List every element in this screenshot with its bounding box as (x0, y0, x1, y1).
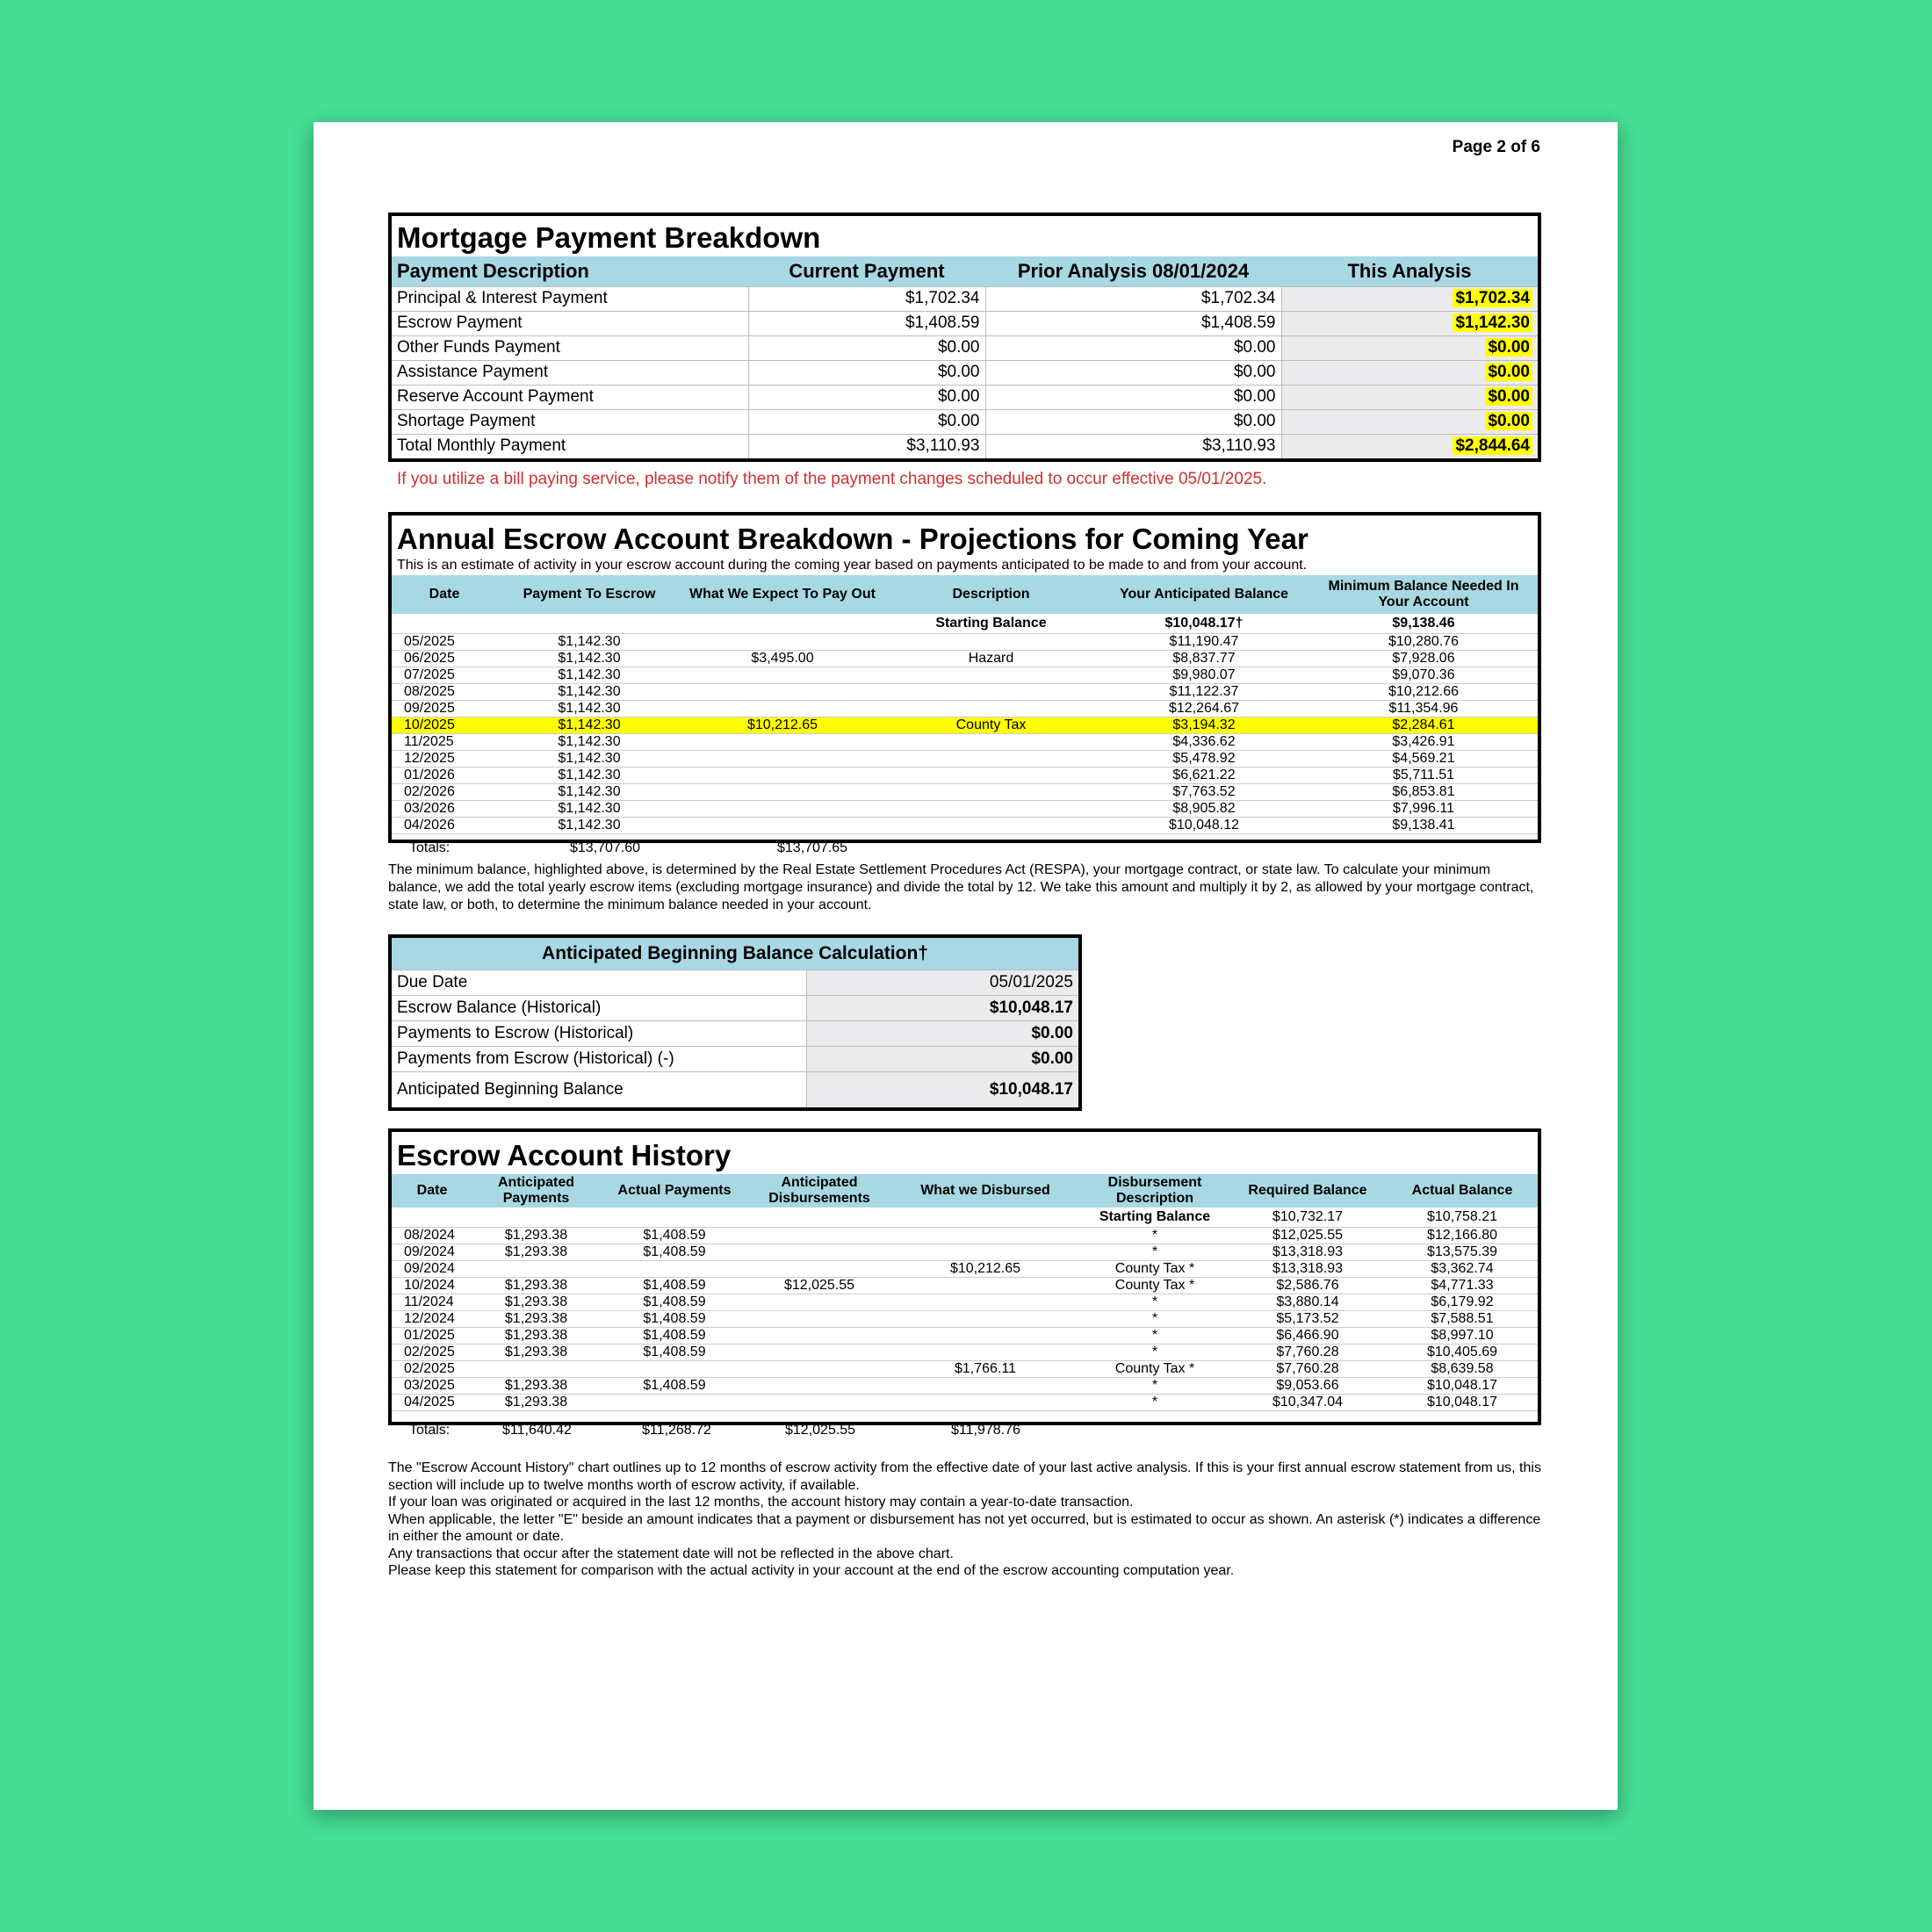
projection-date: 09/2025 (392, 700, 497, 717)
annual-title: Annual Escrow Account Breakdown - Projections for Coming Year (397, 523, 1308, 555)
anticipated-value: $10,048.17 (806, 996, 1078, 1021)
minimum-balance: $4,569.21 (1309, 750, 1538, 767)
history-row (392, 1277, 1538, 1294)
history-header: What we Disbursed (920, 1183, 1050, 1199)
payment-description: Reserve Account Payment (392, 385, 748, 409)
history-header: Required Balance (1248, 1183, 1367, 1199)
disbursement-description: * (1081, 1294, 1229, 1310)
annual-header: Payment To Escrow (523, 587, 656, 602)
minimum-balance: $10,212.66 (1309, 683, 1538, 700)
payment-description: Escrow Payment (392, 311, 748, 335)
projection-date: 02/2026 (392, 783, 497, 800)
current-payment: $1,408.59 (748, 311, 985, 335)
projection-row (392, 750, 1538, 767)
anticipated-row (392, 970, 1078, 996)
projection-description (883, 783, 1099, 800)
projection-date: 07/2025 (392, 667, 497, 683)
history-row (392, 1260, 1538, 1277)
required-balance: $2,586.76 (1229, 1277, 1387, 1294)
disbursement-description: * (1081, 1227, 1229, 1244)
history-totals-actual: $11,268.72 (642, 1423, 711, 1438)
what-disbursed (890, 1294, 1081, 1310)
actual-balance: $13,575.39 (1387, 1244, 1538, 1260)
anticipated-value: $0.00 (806, 1021, 1078, 1047)
this-analysis-cell (1281, 286, 1538, 311)
projection-description (883, 800, 1099, 817)
required-balance: $13,318.93 (1229, 1244, 1387, 1260)
actual-payment: $1,408.59 (600, 1294, 749, 1310)
anticipated-disbursement (749, 1227, 890, 1244)
what-disbursed: $1,766.11 (890, 1360, 1081, 1377)
anticipated-balance: $8,837.77 (1099, 650, 1309, 667)
totals-payment: $13,707.60 (570, 840, 641, 855)
expected-payout: $3,495.00 (681, 650, 883, 667)
history-totals-disbursed: $11,978.76 (951, 1423, 1020, 1438)
annual-subtitle: This is an estimate of activity in your escrow account during the coming year based on payments anticipated to be made to and from your account. (397, 557, 1308, 573)
history-date: 09/2024 (392, 1244, 472, 1260)
projection-date: 06/2025 (392, 650, 497, 667)
anticipated-payment: $1,293.38 (472, 1294, 600, 1310)
actual-payment (600, 1360, 749, 1377)
starting-balance-row (392, 614, 1538, 634)
prior-analysis: $3,110.93 (985, 434, 1281, 458)
anticipated-label: Escrow Balance (Historical) (392, 996, 806, 1021)
anticipated-disbursement (749, 1394, 890, 1410)
payment-to-escrow: $1,142.30 (497, 633, 681, 650)
anticipated-balance: $10,048.12 (1099, 817, 1309, 833)
mortgage-header: Prior Analysis 08/01/2024 (1017, 259, 1250, 282)
minimum-balance: $7,996.11 (1309, 800, 1538, 817)
what-disbursed (890, 1327, 1081, 1344)
disbursement-description: * (1081, 1394, 1229, 1410)
statement-page (314, 122, 1618, 1810)
this-analysis-value: $0.00 (1485, 338, 1532, 357)
what-disbursed (890, 1244, 1081, 1260)
projection-description (883, 750, 1099, 767)
anticipated-balance: $11,122.37 (1099, 683, 1309, 700)
anticipated-balance-calc (388, 934, 1082, 1111)
anticipated-payment (472, 1260, 600, 1277)
anticipated-disbursement (749, 1377, 890, 1394)
starting-balance-value: $10,048.17† (1099, 614, 1309, 634)
projection-row (392, 633, 1538, 650)
anticipated-payment: $1,293.38 (472, 1377, 600, 1394)
required-balance: $7,760.28 (1229, 1360, 1387, 1377)
history-date: 10/2024 (392, 1277, 472, 1294)
this-analysis-value: $0.00 (1485, 363, 1532, 381)
history-header: Actual Balance (1411, 1183, 1513, 1199)
this-analysis-cell (1281, 311, 1538, 335)
history-row (392, 1310, 1538, 1327)
current-payment: $0.00 (748, 360, 985, 385)
anticipated-disbursement (749, 1327, 890, 1344)
actual-payment: $1,408.59 (600, 1227, 749, 1244)
anticipated-disbursement (749, 1244, 890, 1260)
projection-date: 05/2025 (392, 633, 497, 650)
history-date: 01/2025 (392, 1327, 472, 1344)
anticipated-disbursement (749, 1260, 890, 1277)
mortgage-row (392, 385, 1538, 409)
projection-date: 12/2025 (392, 750, 497, 767)
projection-description: County Tax (883, 717, 1099, 733)
payment-to-escrow: $1,142.30 (497, 817, 681, 833)
anticipated-disbursement (749, 1344, 890, 1360)
expected-payout (681, 817, 883, 833)
anticipated-balance: $6,621.22 (1099, 767, 1309, 783)
page-number: Page 2 of 6 (1452, 138, 1540, 156)
minimum-balance: $7,928.06 (1309, 650, 1538, 667)
annual-table (392, 575, 1538, 834)
payment-description: Shortage Payment (392, 409, 748, 434)
totals-label: Totals: (409, 840, 451, 855)
required-balance: $9,053.66 (1229, 1377, 1387, 1394)
payment-description: Other Funds Payment (392, 335, 748, 360)
payment-to-escrow: $1,142.30 (497, 750, 681, 767)
anticipated-table (392, 938, 1078, 1107)
payment-to-escrow: $1,142.30 (497, 783, 681, 800)
current-payment: $0.00 (748, 385, 985, 409)
history-date: 03/2025 (392, 1377, 472, 1394)
actual-payment (600, 1260, 749, 1277)
minimum-balance: $9,138.41 (1309, 817, 1538, 833)
expected-payout (681, 683, 883, 700)
payment-to-escrow: $1,142.30 (497, 800, 681, 817)
anticipated-disbursement (749, 1310, 890, 1327)
actual-balance: $6,179.92 (1387, 1294, 1538, 1310)
this-analysis-cell (1281, 434, 1538, 458)
minimum-balance: $3,426.91 (1309, 733, 1538, 750)
projection-row (392, 717, 1538, 733)
actual-payment: $1,408.59 (600, 1310, 749, 1327)
history-date: 12/2024 (392, 1310, 472, 1327)
anticipated-label: Payments to Escrow (Historical) (392, 1021, 806, 1047)
anticipated-balance: $8,905.82 (1099, 800, 1309, 817)
actual-balance: $8,997.10 (1387, 1327, 1538, 1344)
this-analysis-value: $2,844.64 (1453, 436, 1532, 455)
anticipated-row (392, 1021, 1078, 1047)
prior-analysis: $0.00 (985, 360, 1281, 385)
actual-balance: $10,405.69 (1387, 1344, 1538, 1360)
payment-description: Principal & Interest Payment (392, 286, 748, 311)
expected-payout (681, 800, 883, 817)
payment-to-escrow: $1,142.30 (497, 700, 681, 717)
history-row (392, 1227, 1538, 1244)
anticipated-row (392, 1047, 1078, 1072)
actual-balance: $7,588.51 (1387, 1310, 1538, 1327)
payment-description: Total Monthly Payment (392, 434, 748, 458)
current-payment: $0.00 (748, 409, 985, 434)
what-disbursed: $10,212.65 (890, 1260, 1081, 1277)
disbursement-description: County Tax * (1081, 1277, 1229, 1294)
required-balance: $5,173.52 (1229, 1310, 1387, 1327)
disbursement-description: County Tax * (1081, 1360, 1229, 1377)
anticipated-balance: $9,980.07 (1099, 667, 1309, 683)
projection-row (392, 783, 1538, 800)
annual-header: Date (429, 587, 460, 602)
payment-to-escrow: $1,142.30 (497, 767, 681, 783)
projection-date: 10/2025 (392, 717, 497, 733)
mortgage-row (392, 434, 1538, 458)
what-disbursed (890, 1277, 1081, 1294)
anticipated-label: Payments from Escrow (Historical) (-) (392, 1047, 806, 1072)
anticipated-value: 05/01/2025 (806, 970, 1078, 996)
disbursement-description: * (1081, 1327, 1229, 1344)
anticipated-payment: $1,293.38 (472, 1310, 600, 1327)
history-header: Disbursement Description (1107, 1175, 1202, 1206)
projection-description (883, 733, 1099, 750)
anticipated-payment: $1,293.38 (472, 1244, 600, 1260)
anticipated-disbursement (749, 1360, 890, 1377)
actual-balance: $8,639.58 (1387, 1360, 1538, 1377)
this-analysis-value: $1,702.34 (1453, 289, 1532, 307)
history-note-line: Please keep this statement for comparison with the actual activity in your account at the end of the escrow accounting computation year. (388, 1563, 1235, 1578)
actual-payment: $1,408.59 (600, 1344, 749, 1360)
starting-balance-label: Starting Balance (883, 614, 1099, 634)
anticipated-payment: $1,293.38 (472, 1394, 600, 1410)
projection-row (392, 667, 1538, 683)
expected-payout: $10,212.65 (681, 717, 883, 733)
required-balance: $6,466.90 (1229, 1327, 1387, 1344)
projection-date: 11/2025 (392, 733, 497, 750)
projection-description (883, 667, 1099, 683)
required-balance: $10,347.04 (1229, 1394, 1387, 1410)
projection-row (392, 767, 1538, 783)
this-analysis-cell (1281, 335, 1538, 360)
minimum-balance: $9,070.36 (1309, 667, 1538, 683)
history-header: Anticipated Disbursements (768, 1175, 870, 1206)
annual-escrow-breakdown (388, 512, 1541, 843)
totals-payout: $13,707.65 (777, 840, 848, 855)
required-balance: $3,880.14 (1229, 1294, 1387, 1310)
anticipated-value: $0.00 (806, 1047, 1078, 1072)
minimum-balance: $11,354.96 (1309, 700, 1538, 717)
annual-header: Minimum Balance Needed In Your Account (1328, 579, 1519, 609)
history-notes (388, 1460, 1541, 1580)
projection-row (392, 817, 1538, 833)
prior-analysis: $0.00 (985, 385, 1281, 409)
expected-payout (681, 767, 883, 783)
payment-to-escrow: $1,142.30 (497, 667, 681, 683)
mortgage-payment-breakdown (388, 213, 1541, 462)
history-totals-anticipated-disb: $12,025.55 (785, 1423, 856, 1438)
history-note-line: If your loan was originated or acquired in the last 12 months, the account history may contain a year-to-date transaction. (388, 1495, 1134, 1510)
mortgage-row (392, 409, 1538, 434)
anticipated-label: Anticipated Beginning Balance (392, 1072, 806, 1108)
projection-description (883, 817, 1099, 833)
history-note-line: The "Escrow Account History" chart outlines up to 12 months of escrow activity from the effective date of your last active analysis. If this is your first annual escrow statement from us, this section will include up to twelve months worth of escrow activity, if available. (388, 1460, 1541, 1493)
anticipated-balance: $12,264.67 (1099, 700, 1309, 717)
expected-payout (681, 633, 883, 650)
starting-minimum-value: $9,138.46 (1309, 614, 1538, 634)
required-balance: $13,318.93 (1229, 1260, 1387, 1277)
actual-payment: $1,408.59 (600, 1377, 749, 1394)
prior-analysis: $1,408.59 (985, 311, 1281, 335)
actual-payment (600, 1394, 749, 1410)
expected-payout (681, 750, 883, 767)
projection-description: Hazard (883, 650, 1099, 667)
mortgage-row (392, 311, 1538, 335)
history-row (392, 1360, 1538, 1377)
annual-header: What We Expect To Pay Out (689, 587, 876, 602)
this-analysis-cell (1281, 360, 1538, 385)
projection-date: 08/2025 (392, 683, 497, 700)
disbursement-description: County Tax * (1081, 1260, 1229, 1277)
required-balance: $7,760.28 (1229, 1344, 1387, 1360)
anticipated-row (392, 1072, 1078, 1108)
this-analysis-cell (1281, 409, 1538, 434)
disbursement-description: * (1081, 1244, 1229, 1260)
payment-to-escrow: $1,142.30 (497, 683, 681, 700)
disbursement-description: * (1081, 1344, 1229, 1360)
history-row (392, 1344, 1538, 1360)
history-note-line: Any transactions that occur after the statement date will not be reflected in the above chart. (388, 1546, 954, 1561)
anticipated-payment: $1,293.38 (472, 1227, 600, 1244)
history-date: 02/2025 (392, 1360, 472, 1377)
anticipated-balance: $5,478.92 (1099, 750, 1309, 767)
this-analysis-cell (1281, 385, 1538, 409)
history-header: Actual Payments (617, 1183, 732, 1199)
anticipated-payment: $1,293.38 (472, 1344, 600, 1360)
actual-balance: $12,166.80 (1387, 1227, 1538, 1244)
projection-description (883, 700, 1099, 717)
actual-balance: $10,048.17 (1387, 1394, 1538, 1410)
projection-date: 01/2026 (392, 767, 497, 783)
this-analysis-value: $0.00 (1485, 412, 1532, 430)
actual-payment: $1,408.59 (600, 1244, 749, 1260)
history-row (392, 1244, 1538, 1260)
expected-payout (681, 733, 883, 750)
prior-analysis: $0.00 (985, 409, 1281, 434)
disbursement-description: * (1081, 1377, 1229, 1394)
history-table (392, 1174, 1538, 1411)
minimum-balance: $5,711.51 (1309, 767, 1538, 783)
projection-row (392, 800, 1538, 817)
history-totals-anticipated: $11,640.42 (502, 1423, 572, 1438)
actual-balance: $3,362.74 (1387, 1260, 1538, 1277)
mortgage-header: This Analysis (1347, 259, 1472, 282)
anticipated-value: $10,048.17 (806, 1072, 1078, 1108)
anticipated-payment: $1,293.38 (472, 1327, 600, 1344)
history-row (392, 1327, 1538, 1344)
anticipated-balance: $11,190.47 (1099, 633, 1309, 650)
what-disbursed (890, 1227, 1081, 1244)
history-header: Anticipated Payments (497, 1175, 575, 1206)
payment-description: Assistance Payment (392, 360, 748, 385)
projection-description (883, 767, 1099, 783)
prior-analysis: $1,702.34 (985, 286, 1281, 311)
what-disbursed (890, 1377, 1081, 1394)
this-analysis-value: $1,142.30 (1453, 314, 1532, 332)
projection-row (392, 683, 1538, 700)
actual-payment: $1,408.59 (600, 1277, 749, 1294)
history-row (392, 1394, 1538, 1410)
anticipated-disbursement (749, 1294, 890, 1310)
history-starting-actual: $10,758.21 (1387, 1208, 1538, 1228)
history-header: Date (416, 1183, 448, 1199)
projection-description (883, 633, 1099, 650)
current-payment: $3,110.93 (748, 434, 985, 458)
history-totals-label: Totals: (409, 1423, 451, 1438)
minimum-balance: $6,853.81 (1309, 783, 1538, 800)
mortgage-row (392, 286, 1538, 311)
current-payment: $1,702.34 (748, 286, 985, 311)
payment-to-escrow: $1,142.30 (497, 650, 681, 667)
projection-description (883, 683, 1099, 700)
history-starting-row (392, 1208, 1538, 1228)
projection-row (392, 700, 1538, 717)
anticipated-row (392, 996, 1078, 1021)
minimum-balance-note: The minimum balance, highlighted above, is determined by the Real Estate Settlement Procedures Act (RESPA), your mortgage contract, or state law. To calculate your minimum balance, we add the total yearly escrow items (excluding mortgage insurance) and divide the total by 12. We take this amount and multiply it by 2, as allowed by your mortgage contract, state law, or both, to determine the minimum balance needed in your account. (388, 862, 1534, 912)
history-date: 09/2024 (392, 1260, 472, 1277)
anticipated-payment: $1,293.38 (472, 1277, 600, 1294)
anticipated-balance: $4,336.62 (1099, 733, 1309, 750)
history-row (392, 1294, 1538, 1310)
mortgage-table (392, 256, 1538, 458)
anticipated-balance: $3,194.32 (1099, 717, 1309, 733)
history-row (392, 1377, 1538, 1394)
anticipated-disbursement: $12,025.55 (749, 1277, 890, 1294)
expected-payout (681, 667, 883, 683)
history-date: 04/2025 (392, 1394, 472, 1410)
anticipated-label: Due Date (392, 970, 806, 996)
payment-to-escrow: $1,142.30 (497, 733, 681, 750)
mortgage-row (392, 335, 1538, 360)
minimum-balance: $2,284.61 (1309, 717, 1538, 733)
expected-payout (681, 700, 883, 717)
history-title: Escrow Account History (397, 1139, 732, 1171)
history-starting-label: Starting Balance (1081, 1208, 1229, 1228)
projection-row (392, 733, 1538, 750)
what-disbursed (890, 1394, 1081, 1410)
annual-header: Description (952, 587, 1030, 602)
prior-analysis: $0.00 (985, 335, 1281, 360)
history-note-line: When applicable, the letter "E" beside an amount indicates that a payment or disbursement has not yet occurred, but is estimated to occur as shown. An asterisk (*) indicates a difference in either the amount or date. (388, 1511, 1541, 1544)
history-starting-required: $10,732.17 (1229, 1208, 1387, 1228)
payment-to-escrow: $1,142.30 (497, 717, 681, 733)
history-date: 08/2024 (392, 1227, 472, 1244)
annual-header: Your Anticipated Balance (1119, 587, 1289, 602)
mortgage-title: Mortgage Payment Breakdown (397, 221, 821, 254)
history-date: 11/2024 (392, 1294, 472, 1310)
history-date: 02/2025 (392, 1344, 472, 1360)
projection-date: 04/2026 (392, 817, 497, 833)
minimum-balance: $10,280.76 (1309, 633, 1538, 650)
what-disbursed (890, 1310, 1081, 1327)
bill-pay-notice: If you utilize a bill paying service, please notify them of the payment changes scheduled to occur effective 05/01/2025. (397, 470, 1267, 488)
mortgage-header: Payment Description (397, 259, 589, 282)
anticipated-title: Anticipated Beginning Balance Calculation† (542, 943, 928, 963)
mortgage-row (392, 360, 1538, 385)
actual-balance: $4,771.33 (1387, 1277, 1538, 1294)
escrow-account-history (388, 1128, 1541, 1425)
current-payment: $0.00 (748, 335, 985, 360)
expected-payout (681, 783, 883, 800)
mortgage-header: Current Payment (789, 259, 945, 282)
actual-payment: $1,408.59 (600, 1327, 749, 1344)
what-disbursed (890, 1344, 1081, 1360)
this-analysis-value: $0.00 (1485, 387, 1532, 406)
disbursement-description: * (1081, 1310, 1229, 1327)
actual-balance: $10,048.17 (1387, 1377, 1538, 1394)
projection-row (392, 650, 1538, 667)
projection-date: 03/2026 (392, 800, 497, 817)
required-balance: $12,025.55 (1229, 1227, 1387, 1244)
anticipated-payment (472, 1360, 600, 1377)
anticipated-balance: $7,763.52 (1099, 783, 1309, 800)
